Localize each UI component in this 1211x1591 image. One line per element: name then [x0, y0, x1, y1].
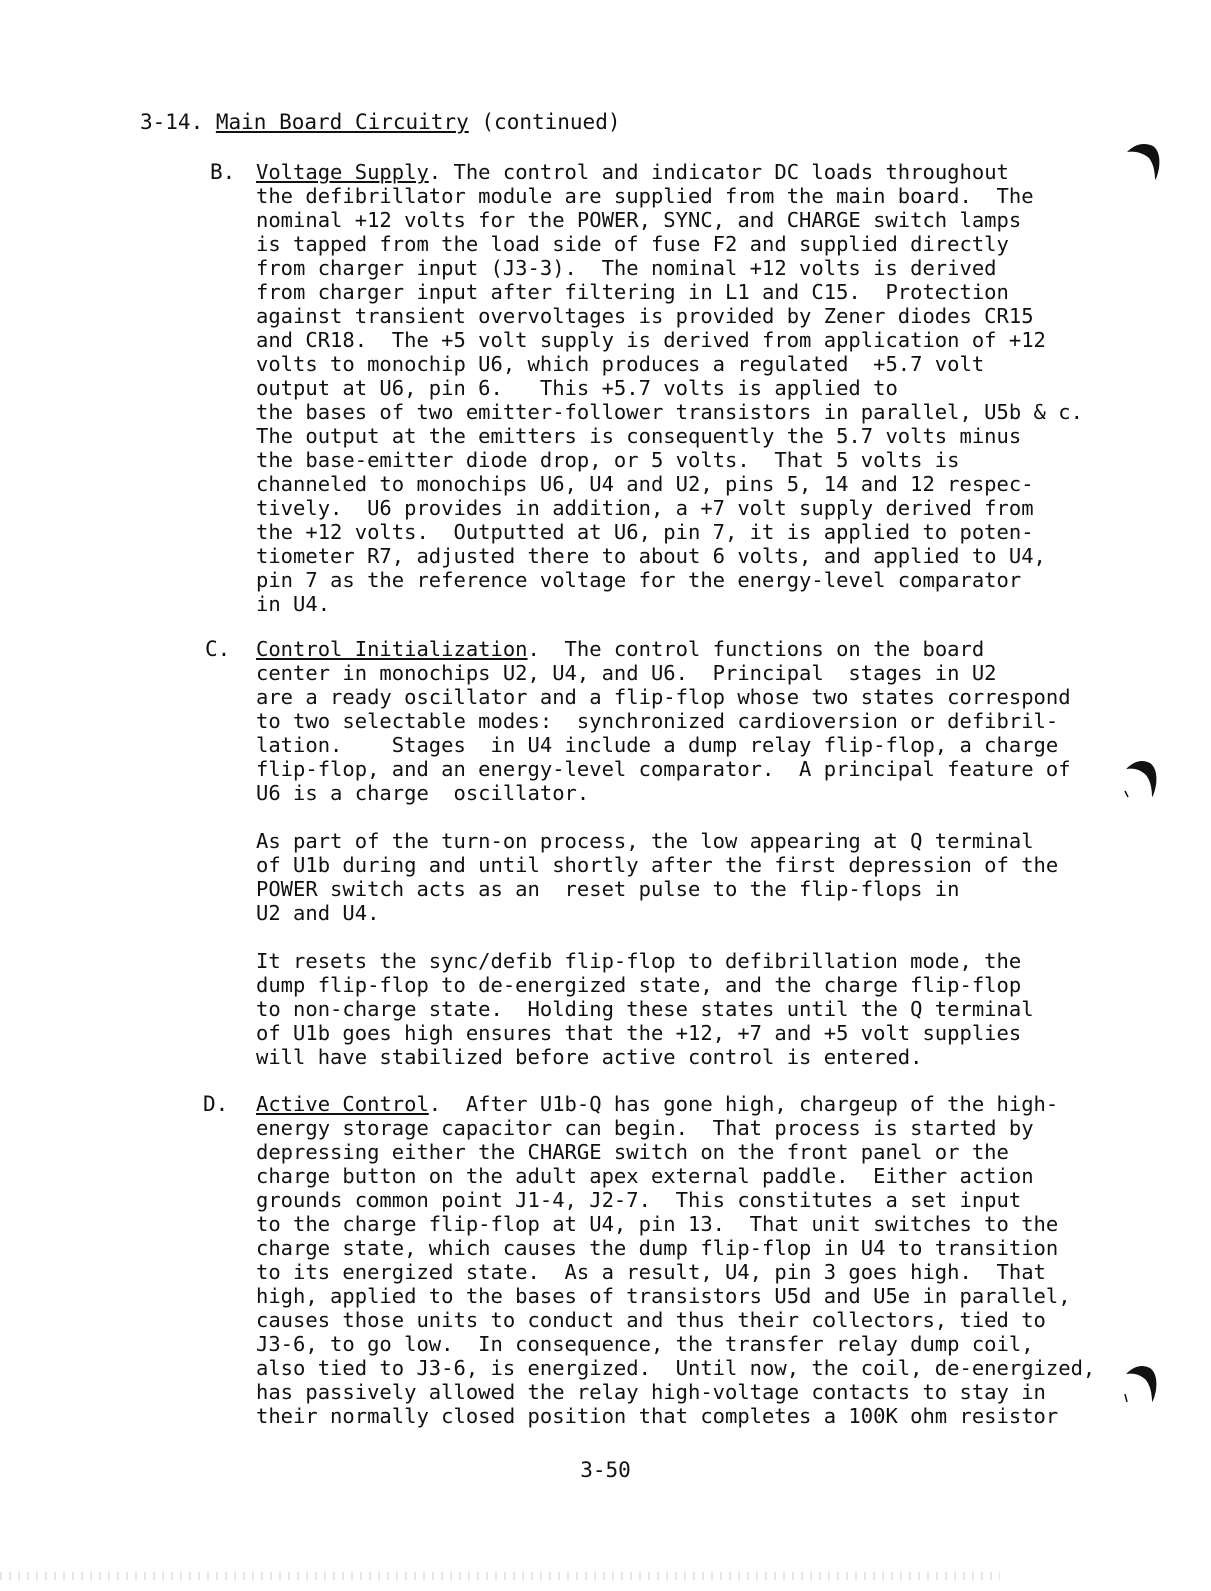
heading-title: Main Board Circuitry [215, 110, 469, 134]
text-line: pin 7 as the reference voltage for the energy-level comparator [256, 568, 1022, 592]
punch-hole-mark-top [1125, 138, 1163, 182]
text-line: in U4. [256, 592, 331, 616]
text-line: to the charge flip-flop at U4, pin 13. That unit switches to the [256, 1212, 1059, 1236]
text-line: The output at the emitters is consequently the 5.7 volts minus [256, 424, 1022, 448]
text-line: output at U6, pin 6. This +5.7 volts is applied to [256, 376, 898, 400]
text-line: will have stabilized before active control is entered. [256, 1045, 923, 1069]
text-line: and CR18. The +5 volt supply is derived from application of +12 [256, 328, 1046, 352]
text-line: is tapped from the load side of fuse F2 and supplied directly [256, 232, 1009, 256]
text-line: to non-charge state. Holding these states until the Q terminal [256, 997, 1034, 1021]
section-d-title: Active Control [256, 1092, 429, 1116]
text-line: the defibrillator module are supplied from the main board. The [256, 184, 1034, 208]
text-line: . The control functions on the board [527, 637, 985, 661]
section-b-first-line [256, 160, 1056, 184]
text-line: from charger input (J3-3). The nominal +12 volts is derived [256, 256, 997, 280]
section-b-title: Voltage Supply [256, 160, 429, 184]
text-line: nominal +12 volts for the POWER, SYNC, and CHARGE switch lamps [256, 208, 1022, 232]
section-c-first-line [256, 637, 1056, 661]
text-line: center in monochips U2, U4, and U6. Principal stages in U2 [256, 661, 997, 685]
text-line: the base-emitter diode drop, or 5 volts. That 5 volts is [256, 448, 960, 472]
text-line: flip-flop, and an energy-level comparator. A principal feature of [256, 757, 1071, 781]
text-line: . The control and indicator DC loads throughout [428, 160, 1009, 184]
section-c-letter: C. [205, 637, 231, 661]
heading-suffix: (continued) [481, 110, 621, 134]
page-number: 3-50 [580, 1458, 631, 1482]
text-line: tively. U6 provides in addition, a +7 volt supply derived from [256, 496, 1034, 520]
text-line: from charger input after filtering in L1 and C15. Protection [256, 280, 1009, 304]
text-line: charge button on the adult apex external paddle. Either action [256, 1164, 1034, 1188]
section-b-body [256, 160, 1083, 616]
text-line: causes those units to conduct and thus their collectors, tied to [256, 1308, 1046, 1332]
text-line: lation. Stages in U4 include a dump relay flip-flop, a charge [256, 733, 1059, 757]
text-line: also tied to J3-6, is energized. Until now, the coil, de-energized, [256, 1356, 1096, 1380]
text-line: As part of the turn-on process, the low appearing at Q terminal [256, 829, 1034, 853]
text-line: are a ready oscillator and a flip-flop whose two states correspond [256, 685, 1071, 709]
text-line: U2 and U4. [256, 901, 380, 925]
text-line: volts to monochip U6, which produces a regulated +5.7 volt [256, 352, 985, 376]
text-line: energy storage capacitor can begin. That process is started by [256, 1116, 1034, 1140]
section-d-letter: D. [203, 1092, 229, 1116]
text-line: of U1b goes high ensures that the +12, +7 and +5 volt supplies [256, 1021, 1022, 1045]
text-line: the bases of two emitter-follower transistors in parallel, U5b & c. [256, 400, 1083, 424]
text-line: J3-6, to go low. In consequence, the transfer relay dump coil, [256, 1332, 1034, 1356]
text-line: channeled to monochips U6, U4 and U2, pins 5, 14 and 12 respec- [256, 472, 1034, 496]
text-line: against transient overvoltages is provided by Zener diodes CR15 [256, 304, 1034, 328]
text-line: their normally closed position that completes a 100K ohm resistor [256, 1404, 1059, 1428]
text-line: charge state, which causes the dump flip-flop in U4 to transition [256, 1236, 1059, 1260]
punch-hole-mark-bottom [1122, 1360, 1160, 1404]
text-line: grounds common point J1-4, J2-7. This constitutes a set input [256, 1188, 1022, 1212]
scan-noise-strip [0, 1572, 1000, 1580]
text-line: POWER switch acts as an reset pulse to the flip-flops in [256, 877, 960, 901]
section-c-title: Control Initialization [256, 637, 528, 661]
text-line: It resets the sync/defib flip-flop to defibrillation mode, the [256, 949, 1022, 973]
text-line: depressing either the CHARGE switch on the front panel or the [256, 1140, 1009, 1164]
section-d-body [256, 1092, 1096, 1428]
text-line: the +12 volts. Outputted at U6, pin 7, it is applied to poten- [256, 520, 1034, 544]
punch-hole-mark-middle [1122, 755, 1160, 799]
text-line: . After U1b-Q has gone high, chargeup of the high- [428, 1092, 1059, 1116]
text-line: to its energized state. As a result, U4, pin 3 goes high. That [256, 1260, 1046, 1284]
section-heading [140, 108, 620, 136]
heading-number: 3-14. [140, 110, 204, 134]
text-line: to two selectable modes: synchronized cardioversion or defibril- [256, 709, 1059, 733]
text-line: U6 is a charge oscillator. [256, 781, 590, 805]
text-line: tiometer R7, adjusted there to about 6 volts, and applied to U4, [256, 544, 1046, 568]
text-line: of U1b during and until shortly after the first depression of the [256, 853, 1059, 877]
section-b-letter: B. [210, 160, 236, 184]
text-line: high, applied to the bases of transistors U5d and U5e in parallel, [256, 1284, 1071, 1308]
section-d-first-line [256, 1092, 1059, 1116]
text-line: dump flip-flop to de-energized state, and the charge flip-flop [256, 973, 1022, 997]
section-c-body [256, 637, 1071, 1069]
text-line: has passively allowed the relay high-voltage contacts to stay in [256, 1380, 1046, 1404]
